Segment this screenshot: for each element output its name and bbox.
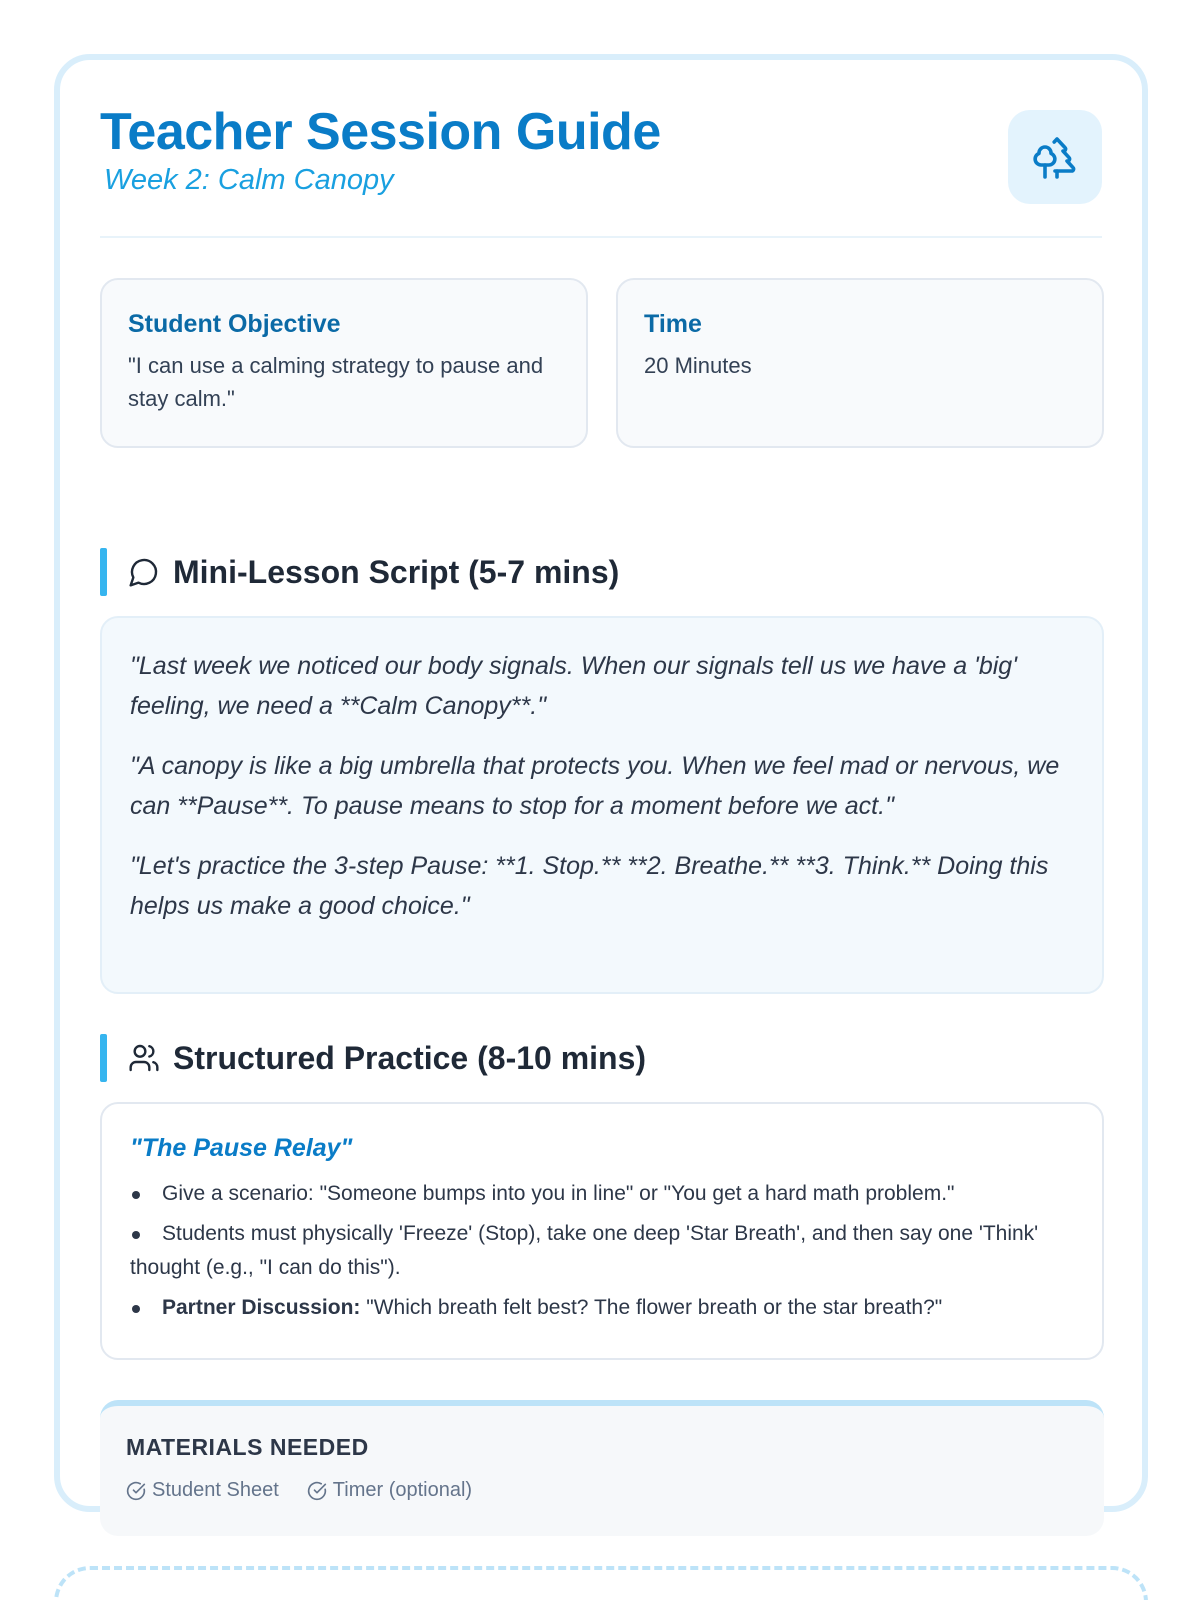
- objective-card: [100, 278, 588, 448]
- header: [100, 100, 1102, 220]
- time-label: Time: [644, 310, 702, 338]
- script-paragraph: "Let's practice the 3-step Pause: **1. Stop.** **2. Breathe.** **3. Think.** Doing this helps us make a good choice.": [130, 852, 1049, 920]
- script-paragraph: "Last week we noticed our body signals. When our signals tell us we have a 'big' feeling, we need a **Calm Canopy**.": [130, 652, 1017, 720]
- materials-list: [126, 1479, 1078, 1502]
- check-circle-icon: [307, 1481, 327, 1501]
- mini-lesson-title: Mini-Lesson Script (5-7 mins): [173, 553, 620, 590]
- activity-title: "The Pause Relay": [130, 1134, 353, 1162]
- check-circle-icon: [126, 1481, 146, 1501]
- practice-card: [100, 1102, 1104, 1360]
- mini-lesson-script: [100, 616, 1104, 994]
- discussion-text: "Which breath felt best? The flower breath or the star breath?": [366, 1296, 943, 1319]
- objective-text: "I can use a calming strategy to pause and stay calm.": [128, 353, 544, 411]
- discussion-label: Partner Discussion:: [162, 1296, 361, 1319]
- objective-label: Student Objective: [128, 310, 341, 338]
- page-subtitle: Week 2: Calm Canopy: [104, 164, 394, 196]
- time-card: [616, 278, 1104, 448]
- list-item: Students must physically 'Freeze' (Stop), take one deep 'Star Breath', and then say one 'Think' thought (e.g., "I can do this").: [130, 1217, 1074, 1285]
- section-accent-bar: [100, 1034, 107, 1082]
- trees-icon: [1031, 133, 1079, 181]
- list-item: Give a scenario: "Someone bumps into you in line" or "You get a hard math problem.": [130, 1177, 1074, 1211]
- time-text: 20 Minutes: [644, 353, 752, 378]
- script-paragraph: "A canopy is like a big umbrella that protects you. When we feel mad or nervous, we can **Pause**. To pause means to stop for a moment before we act.": [130, 752, 1060, 820]
- header-divider: [100, 236, 1102, 238]
- page-title: Teacher Session Guide: [100, 103, 661, 161]
- next-card-placeholder: [54, 1566, 1148, 1600]
- session-guide-card: [54, 54, 1148, 1512]
- practice-title: Structured Practice (8-10 mins): [173, 1039, 647, 1076]
- speech-bubble-icon: [127, 555, 161, 589]
- material-item: [307, 1479, 472, 1502]
- materials-title: MATERIALS NEEDED: [126, 1434, 369, 1460]
- section-accent-bar: [100, 548, 107, 596]
- practice-list: [130, 1177, 1074, 1325]
- practice-heading: [100, 1034, 646, 1082]
- logo-badge: [1008, 110, 1102, 204]
- material-label: Timer (optional): [332, 1479, 473, 1501]
- list-item: [130, 1291, 1074, 1325]
- material-label: Student Sheet: [152, 1479, 279, 1501]
- material-item: [126, 1479, 279, 1502]
- users-icon: [127, 1041, 161, 1075]
- materials-panel: [100, 1400, 1104, 1536]
- mini-lesson-heading: [100, 548, 619, 596]
